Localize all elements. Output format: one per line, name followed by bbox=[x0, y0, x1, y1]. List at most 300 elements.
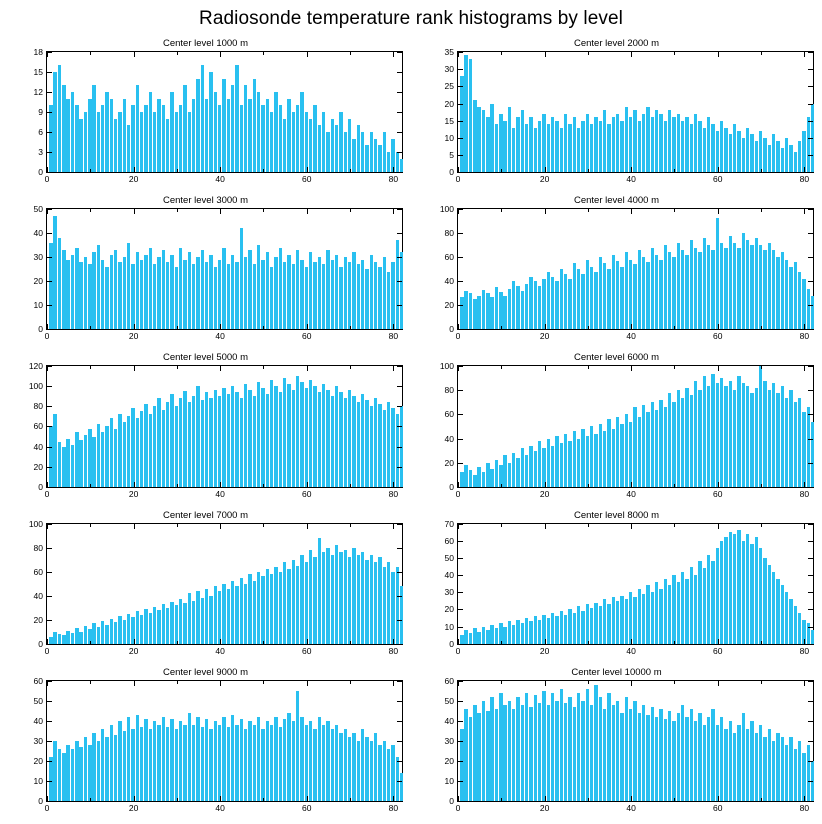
bar bbox=[564, 434, 567, 487]
bar bbox=[490, 469, 493, 487]
bar bbox=[529, 117, 532, 172]
y-tick-label: 20 bbox=[444, 457, 454, 468]
bar bbox=[170, 719, 173, 801]
x-tick-mark bbox=[674, 484, 675, 487]
x-tick-label: 80 bbox=[388, 802, 399, 813]
bar bbox=[339, 112, 342, 172]
bar bbox=[105, 625, 108, 644]
bar bbox=[651, 592, 654, 644]
bar bbox=[798, 613, 801, 644]
bar bbox=[149, 248, 152, 330]
bar bbox=[473, 475, 476, 487]
x-tick-label: 20 bbox=[128, 488, 139, 499]
y-tick-mark bbox=[397, 524, 402, 525]
bar bbox=[590, 608, 593, 644]
bar bbox=[127, 416, 130, 486]
y-tick-mark bbox=[47, 305, 52, 306]
bar bbox=[378, 404, 381, 486]
x-tick-mark bbox=[674, 326, 675, 329]
x-tick-label: 40 bbox=[626, 488, 636, 499]
bar bbox=[547, 272, 550, 330]
bar bbox=[326, 548, 329, 644]
bar bbox=[785, 398, 788, 487]
y-tick-label: 80 bbox=[444, 227, 454, 238]
x-tick-mark bbox=[458, 639, 459, 644]
x-tick-mark bbox=[674, 52, 675, 55]
bar bbox=[672, 117, 675, 172]
y-tick-mark bbox=[458, 390, 463, 391]
y-tick-label: 50 bbox=[444, 695, 454, 706]
x-tick-mark bbox=[393, 366, 394, 371]
y-tick-mark bbox=[397, 721, 402, 722]
x-tick-mark bbox=[90, 209, 91, 212]
bar bbox=[218, 591, 221, 644]
x-tick-mark bbox=[761, 798, 762, 801]
y-tick-mark bbox=[808, 52, 813, 53]
bar bbox=[344, 398, 347, 486]
bar bbox=[322, 384, 325, 486]
x-tick-mark bbox=[350, 524, 351, 527]
bar bbox=[175, 406, 178, 486]
bar bbox=[759, 245, 762, 329]
bar bbox=[396, 757, 399, 801]
y-tick-label: 50 bbox=[33, 695, 43, 706]
bar bbox=[789, 737, 792, 801]
bar bbox=[84, 112, 87, 172]
bar bbox=[729, 721, 732, 801]
x-tick-label: 40 bbox=[215, 645, 225, 656]
y-tick-label: 60 bbox=[444, 535, 454, 546]
bar bbox=[209, 596, 212, 644]
bar bbox=[568, 279, 571, 329]
bar bbox=[179, 599, 182, 643]
x-tick-mark bbox=[263, 798, 264, 801]
bar bbox=[105, 737, 108, 801]
bar bbox=[547, 618, 550, 644]
y-tick-mark bbox=[808, 172, 813, 173]
bar bbox=[227, 394, 230, 486]
bar bbox=[521, 291, 524, 329]
x-tick-mark bbox=[220, 639, 221, 644]
bar bbox=[759, 725, 762, 801]
y-tick-label: 0 bbox=[449, 638, 454, 649]
bar bbox=[599, 697, 602, 801]
x-tick-mark bbox=[47, 681, 48, 686]
bar bbox=[655, 410, 658, 487]
bar bbox=[724, 729, 727, 801]
bar bbox=[266, 252, 269, 329]
y-tick-label: 0 bbox=[38, 638, 43, 649]
bar bbox=[703, 568, 706, 644]
bar bbox=[477, 296, 480, 330]
bar bbox=[772, 741, 775, 801]
bar bbox=[607, 419, 610, 486]
bar bbox=[746, 729, 749, 801]
y-tick-label: 35 bbox=[444, 46, 454, 57]
y-tick-mark bbox=[397, 132, 402, 133]
bar bbox=[529, 707, 532, 801]
y-tick-mark bbox=[397, 801, 402, 802]
bar bbox=[586, 604, 589, 643]
bar bbox=[92, 437, 95, 487]
plot-area bbox=[444, 518, 814, 656]
x-tick-mark bbox=[588, 524, 589, 527]
y-tick-mark bbox=[458, 138, 463, 139]
bar bbox=[97, 627, 100, 644]
bar bbox=[144, 255, 147, 330]
bar bbox=[681, 250, 684, 329]
y-tick-mark bbox=[458, 281, 463, 282]
y-tick-label: 20 bbox=[33, 614, 43, 625]
bar bbox=[149, 613, 152, 644]
bar bbox=[170, 394, 173, 486]
y-tick-label: 40 bbox=[444, 433, 454, 444]
x-tick-mark bbox=[631, 681, 632, 686]
y-tick-label: 20 bbox=[444, 755, 454, 766]
bar bbox=[568, 124, 571, 172]
bar bbox=[196, 386, 199, 486]
bar bbox=[785, 138, 788, 172]
bar bbox=[383, 567, 386, 644]
bar bbox=[253, 396, 256, 486]
bar bbox=[625, 252, 628, 329]
bar bbox=[331, 260, 334, 330]
bar bbox=[335, 545, 338, 644]
x-tick-mark bbox=[263, 52, 264, 55]
y-tick-mark bbox=[47, 72, 52, 73]
bar bbox=[79, 440, 82, 487]
bar bbox=[625, 107, 628, 172]
bar bbox=[529, 446, 532, 487]
x-tick-mark bbox=[761, 366, 762, 369]
y-tick-label: 10 bbox=[444, 132, 454, 143]
bar bbox=[75, 628, 78, 644]
y-tick-mark bbox=[808, 781, 813, 782]
y-tick-mark bbox=[397, 257, 402, 258]
bar bbox=[794, 749, 797, 801]
bar bbox=[227, 264, 230, 329]
x-tick-mark bbox=[674, 641, 675, 644]
x-tick-mark bbox=[307, 52, 308, 57]
y-tick-mark bbox=[397, 209, 402, 210]
bar bbox=[110, 725, 113, 801]
bar bbox=[179, 398, 182, 486]
x-tick-mark bbox=[134, 796, 135, 801]
bar bbox=[118, 721, 121, 801]
bar bbox=[309, 119, 312, 172]
bar bbox=[516, 458, 519, 487]
bar bbox=[231, 255, 234, 330]
bar bbox=[110, 418, 113, 486]
bar bbox=[153, 406, 156, 486]
y-tick-mark bbox=[808, 558, 813, 559]
bar bbox=[651, 402, 654, 486]
bar bbox=[564, 703, 567, 801]
bar bbox=[642, 257, 645, 329]
x-tick-mark bbox=[220, 366, 221, 371]
x-tick-mark bbox=[134, 681, 135, 686]
y-tick-mark bbox=[397, 233, 402, 234]
bar bbox=[586, 114, 589, 172]
y-tick-mark bbox=[458, 233, 463, 234]
x-tick-label: 20 bbox=[128, 645, 139, 656]
bar bbox=[201, 727, 204, 801]
bar bbox=[573, 431, 576, 486]
bar bbox=[577, 606, 580, 644]
bar bbox=[503, 121, 506, 173]
bar bbox=[296, 691, 299, 801]
bar bbox=[772, 250, 775, 329]
bar bbox=[724, 386, 727, 487]
bar-series bbox=[47, 681, 402, 801]
bar bbox=[71, 749, 74, 801]
bar bbox=[590, 705, 593, 801]
bar bbox=[577, 128, 580, 173]
x-tick-mark bbox=[718, 167, 719, 172]
bar bbox=[240, 398, 243, 486]
x-tick-label: 40 bbox=[215, 488, 225, 499]
y-tick-mark bbox=[808, 155, 813, 156]
x-tick-label: 80 bbox=[388, 174, 399, 185]
bar bbox=[339, 733, 342, 801]
bar bbox=[49, 243, 52, 330]
bar bbox=[469, 59, 472, 172]
bar bbox=[374, 262, 377, 329]
x-tick-mark bbox=[804, 482, 805, 487]
bar bbox=[374, 139, 377, 172]
bar bbox=[616, 261, 619, 330]
y-tick-mark bbox=[458, 172, 463, 173]
bar bbox=[586, 260, 589, 330]
bar bbox=[192, 396, 195, 486]
bar bbox=[590, 267, 593, 329]
bar bbox=[711, 374, 714, 487]
bar bbox=[755, 388, 758, 487]
bar bbox=[586, 436, 589, 486]
bar bbox=[287, 384, 290, 486]
y-tick-mark bbox=[808, 414, 813, 415]
bar-series bbox=[458, 681, 813, 801]
bar bbox=[651, 707, 654, 801]
bar bbox=[248, 390, 251, 486]
bar bbox=[361, 394, 364, 486]
bar bbox=[629, 709, 632, 801]
bar bbox=[292, 112, 295, 172]
bar bbox=[789, 267, 792, 329]
bar bbox=[469, 470, 472, 487]
bar bbox=[279, 248, 282, 330]
y-tick-mark bbox=[458, 761, 463, 762]
bar bbox=[620, 596, 623, 644]
x-tick-label: 0 bbox=[455, 802, 461, 813]
bar bbox=[188, 402, 191, 486]
bar bbox=[235, 392, 238, 486]
bar bbox=[625, 414, 628, 486]
bar bbox=[542, 279, 545, 329]
bar bbox=[716, 131, 719, 172]
y-tick-mark bbox=[397, 681, 402, 682]
y-tick-mark bbox=[458, 463, 463, 464]
y-tick-mark bbox=[47, 620, 52, 621]
bar bbox=[248, 250, 251, 329]
bar bbox=[105, 92, 108, 172]
x-tick-mark bbox=[220, 167, 221, 172]
x-tick-mark bbox=[674, 524, 675, 527]
bar bbox=[279, 392, 282, 486]
bar bbox=[607, 604, 610, 643]
bar bbox=[175, 605, 178, 643]
bar bbox=[261, 260, 264, 330]
y-tick-label: 40 bbox=[444, 715, 454, 726]
bar bbox=[201, 250, 204, 329]
bar bbox=[313, 729, 316, 801]
y-tick-mark bbox=[397, 701, 402, 702]
y-tick-mark bbox=[47, 406, 52, 407]
bar bbox=[759, 548, 762, 644]
plot-area bbox=[28, 361, 403, 499]
y-tick-mark bbox=[458, 781, 463, 782]
bar bbox=[781, 585, 784, 643]
bar bbox=[383, 410, 386, 486]
bar bbox=[62, 447, 65, 487]
y-tick-mark bbox=[397, 112, 402, 113]
x-tick-mark bbox=[90, 366, 91, 369]
bar bbox=[227, 727, 230, 801]
x-tick-mark bbox=[47, 482, 48, 487]
bar-series bbox=[458, 366, 813, 486]
x-tick-label: 40 bbox=[215, 802, 225, 813]
bar bbox=[538, 286, 541, 329]
bar bbox=[322, 264, 325, 329]
bar bbox=[724, 248, 727, 330]
bar bbox=[807, 117, 810, 172]
y-tick-label: 15 bbox=[444, 115, 454, 126]
x-tick-mark bbox=[263, 366, 264, 369]
bar bbox=[97, 245, 100, 329]
x-tick-mark bbox=[458, 796, 459, 801]
bar bbox=[464, 291, 467, 329]
y-tick-mark bbox=[397, 572, 402, 573]
x-tick-mark bbox=[393, 681, 394, 686]
bar bbox=[646, 585, 649, 643]
bar bbox=[503, 296, 506, 330]
y-tick-mark bbox=[47, 447, 52, 448]
y-tick-mark bbox=[397, 741, 402, 742]
x-tick-label: 60 bbox=[713, 331, 723, 342]
bar bbox=[79, 747, 82, 801]
bar bbox=[157, 99, 160, 172]
bar bbox=[335, 386, 338, 486]
y-tick-label: 40 bbox=[33, 715, 43, 726]
x-tick-label: 0 bbox=[455, 488, 461, 499]
x-tick-mark bbox=[134, 639, 135, 644]
bar bbox=[400, 159, 403, 172]
bar bbox=[629, 117, 632, 172]
bar bbox=[305, 267, 308, 329]
x-tick-mark bbox=[718, 209, 719, 214]
bar bbox=[66, 631, 69, 644]
y-tick-label: 20 bbox=[444, 300, 454, 311]
x-tick-mark bbox=[263, 484, 264, 487]
x-tick-mark bbox=[177, 366, 178, 369]
bar bbox=[218, 105, 221, 172]
bar bbox=[313, 105, 316, 172]
y-tick-mark bbox=[808, 69, 813, 70]
bar bbox=[646, 107, 649, 172]
y-tick-label: 80 bbox=[444, 385, 454, 396]
x-tick-label: 20 bbox=[539, 488, 550, 499]
bar bbox=[49, 105, 52, 172]
bar bbox=[612, 117, 615, 172]
bar bbox=[396, 567, 399, 644]
bar bbox=[581, 701, 584, 801]
bar bbox=[383, 257, 386, 329]
x-tick-mark bbox=[545, 482, 546, 487]
panel-title: Center level 9000 m bbox=[162, 666, 249, 678]
bar bbox=[357, 264, 360, 329]
bar bbox=[309, 550, 312, 644]
bar bbox=[88, 99, 91, 172]
x-tick-mark bbox=[134, 52, 135, 57]
bar bbox=[118, 112, 121, 172]
bar bbox=[651, 248, 654, 330]
bar bbox=[244, 729, 247, 801]
bar bbox=[101, 432, 104, 487]
bar bbox=[620, 713, 623, 801]
y-tick-mark bbox=[808, 609, 813, 610]
bar bbox=[348, 557, 351, 644]
bar bbox=[529, 277, 532, 330]
y-tick-mark bbox=[808, 390, 813, 391]
y-tick-label: 3 bbox=[38, 146, 43, 157]
bar bbox=[490, 625, 493, 644]
bar bbox=[188, 713, 191, 801]
x-tick-label: 0 bbox=[455, 331, 461, 342]
y-tick-mark bbox=[808, 592, 813, 593]
bar bbox=[84, 626, 87, 644]
y-tick-label: 100 bbox=[439, 203, 454, 214]
bar bbox=[166, 727, 169, 801]
bar bbox=[183, 725, 186, 801]
x-tick-mark bbox=[134, 482, 135, 487]
y-tick-mark bbox=[47, 112, 52, 113]
bar bbox=[555, 121, 558, 173]
bar bbox=[339, 552, 342, 643]
y-tick-mark bbox=[808, 627, 813, 628]
y-tick-mark bbox=[458, 575, 463, 576]
bar bbox=[162, 717, 165, 801]
y-tick-mark bbox=[808, 233, 813, 234]
y-tick-label: 60 bbox=[444, 675, 454, 686]
bar bbox=[240, 105, 243, 172]
x-tick-mark bbox=[804, 366, 805, 371]
bar bbox=[235, 586, 238, 644]
x-tick-mark bbox=[545, 639, 546, 644]
y-tick-mark bbox=[397, 644, 402, 645]
bar bbox=[659, 709, 662, 801]
bar bbox=[149, 414, 152, 486]
bar bbox=[378, 145, 381, 172]
x-tick-mark bbox=[718, 796, 719, 801]
bar bbox=[344, 550, 347, 644]
x-tick-mark bbox=[90, 641, 91, 644]
bar bbox=[84, 435, 87, 487]
bar bbox=[157, 610, 160, 644]
y-tick-mark bbox=[397, 761, 402, 762]
bar bbox=[781, 252, 784, 329]
y-tick-mark bbox=[808, 281, 813, 282]
bar bbox=[772, 572, 775, 644]
